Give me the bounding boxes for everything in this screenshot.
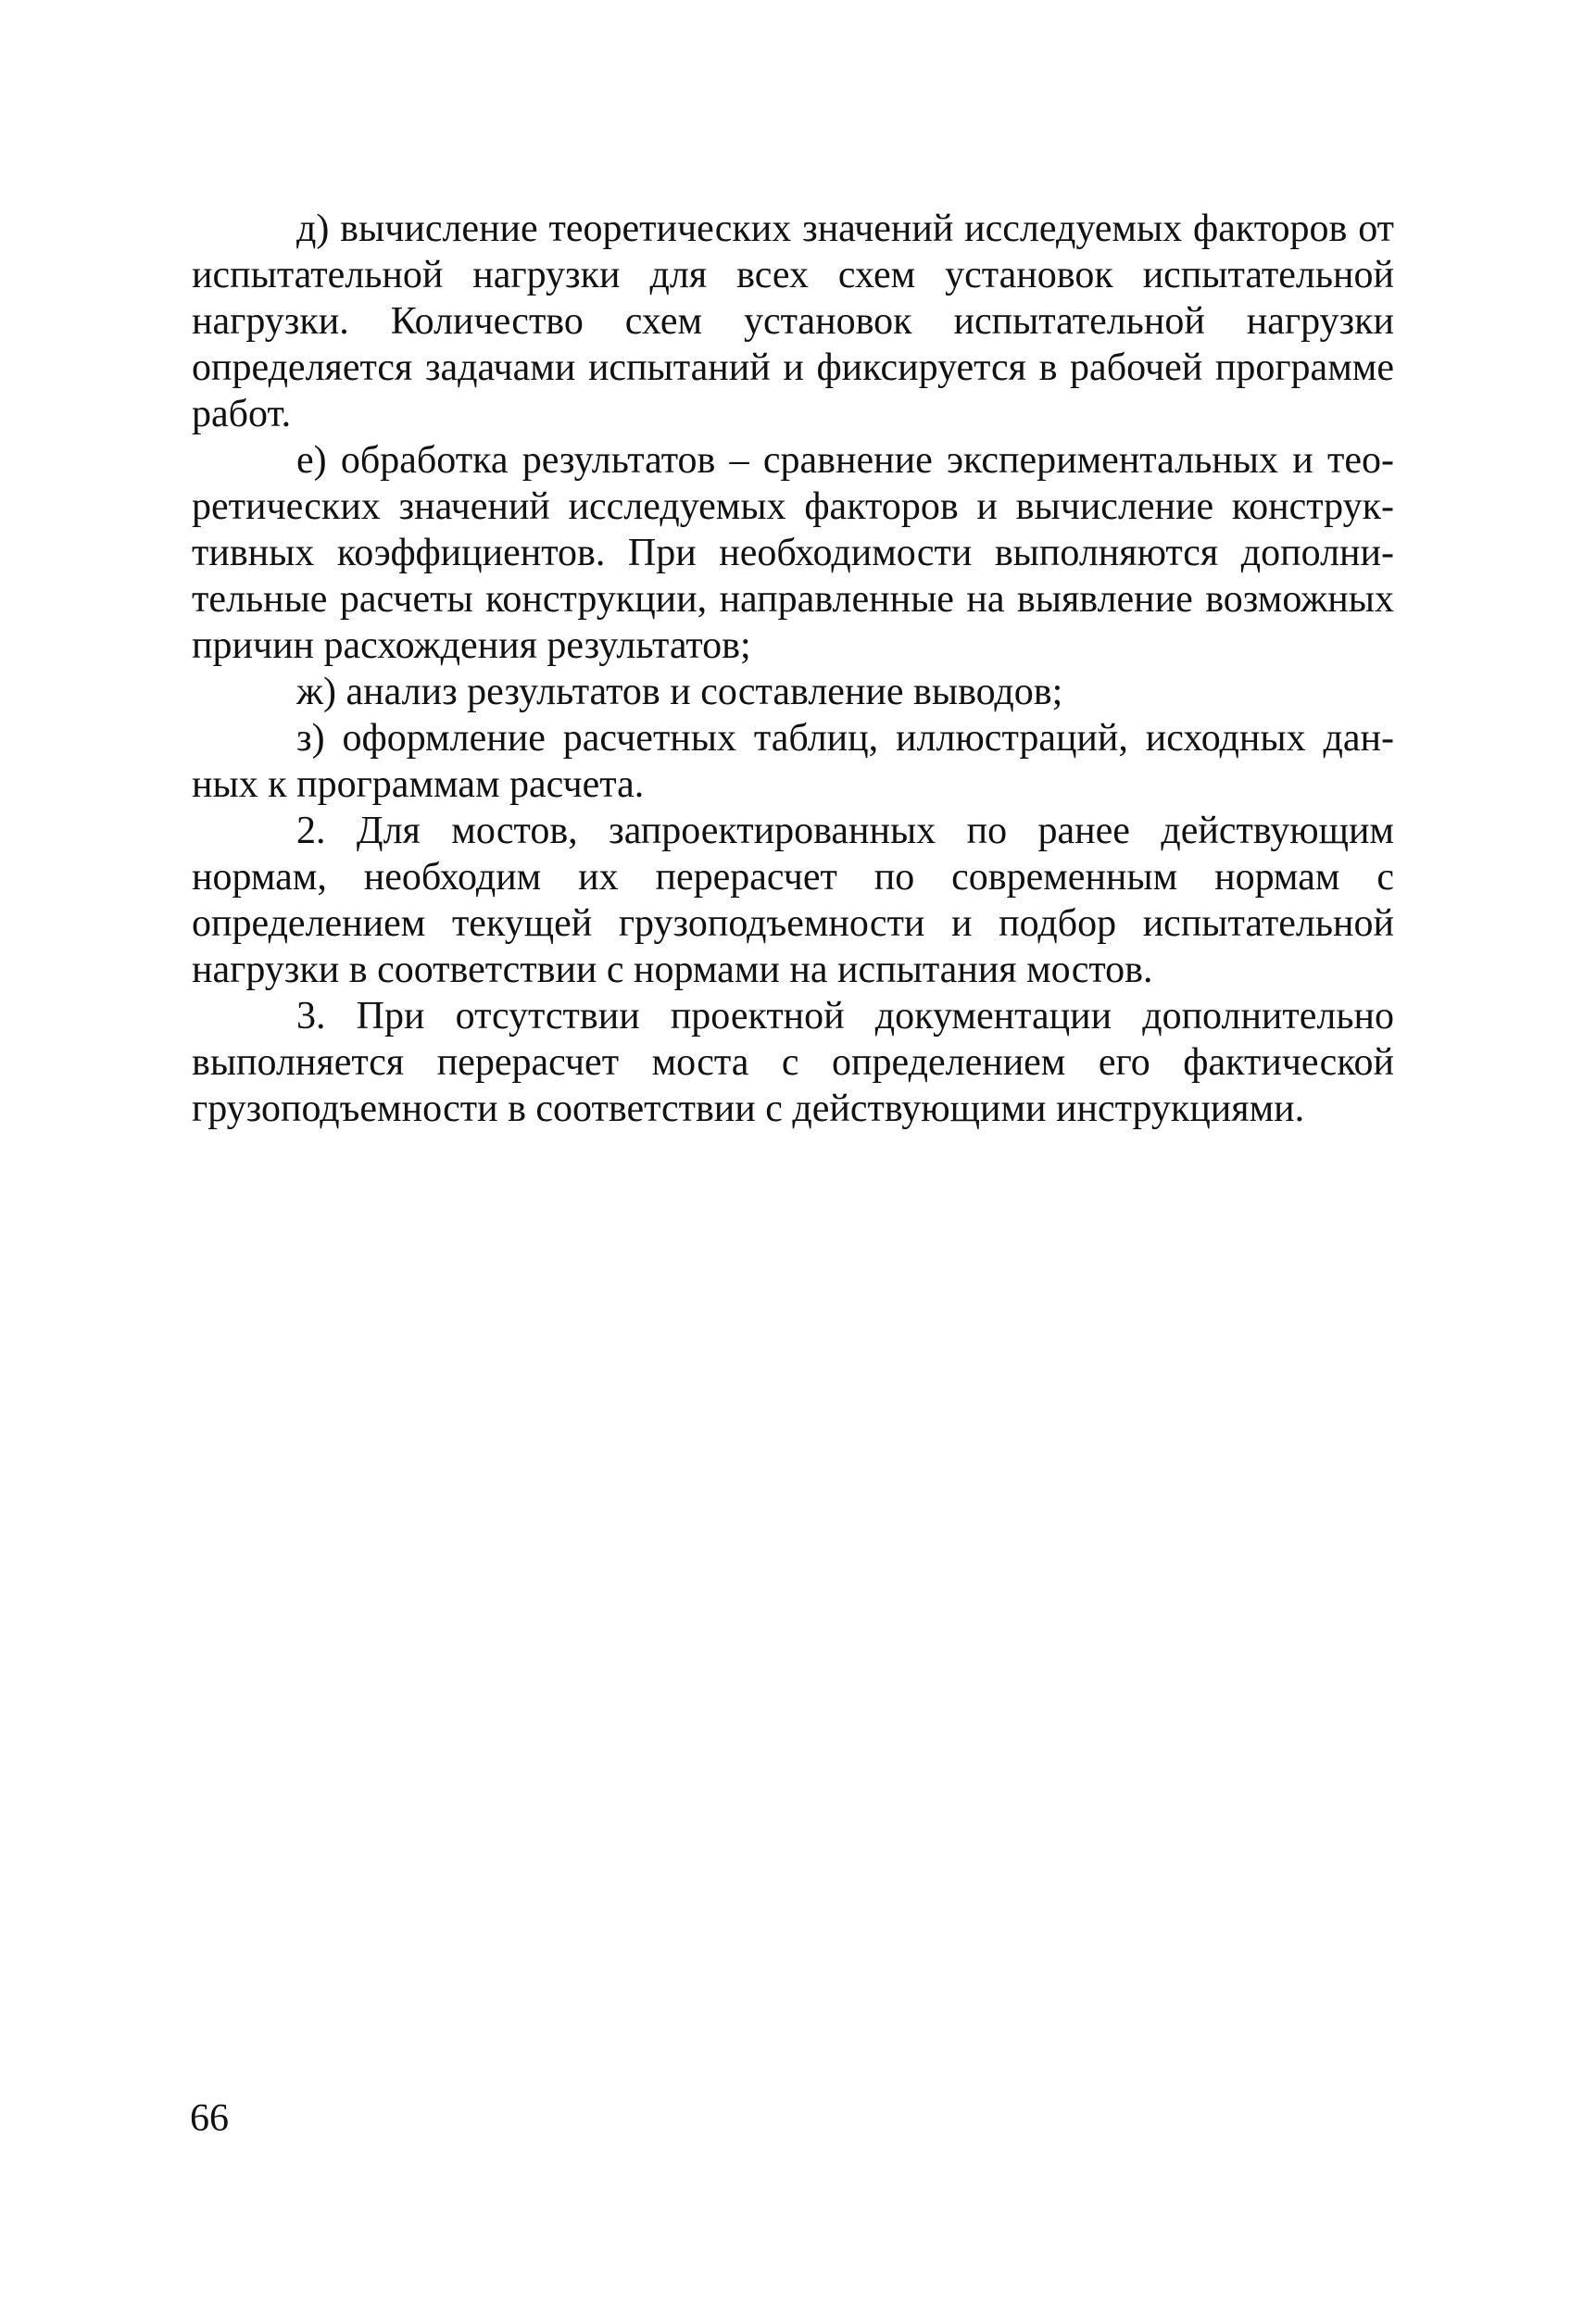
paragraph-3: 3. При отсутствии проектной документации дополнительно выполняется перерасчет моста с определением его фактической грузоподъемности в соответствии с действующими инструкциями. [192, 995, 1394, 1130]
paragraph-d: д) вычисление теоретических значений исследуемых факторов от испытательной нагрузки для всех схем установок испытательной нагрузки. Количество схем установок испытательной нагрузки определяется задачами испытаний и фиксируется в рабочей программе работ. [192, 208, 1394, 435]
paragraph-e: е) обработка результатов – сравнение экспериментальных и теоретических значений исследуемых факторов и вычисление конструктивных коэффициентов. При необходимости выполняются дополнительные расчеты конструкции, направленные на выявление возможных причин расхождения результатов; [192, 439, 1394, 667]
paragraph-zh: ж) анализ результатов и составление выводов; [296, 671, 1063, 713]
page-number: 66 [190, 2097, 229, 2140]
paragraph-2: 2. Для мостов, запроектированных по ранее действующим нормам, необходим их перерасчет по современным нормам с определением текущей грузоподъемности и подбор испытательной нагрузки в соответствии с нормами на испытания мостов. [192, 810, 1394, 991]
paragraph-z: з) оформление расчетных таблиц, иллюстраций, исходных данных к программам расчета. [192, 717, 1394, 806]
body-text [192, 206, 1394, 1132]
